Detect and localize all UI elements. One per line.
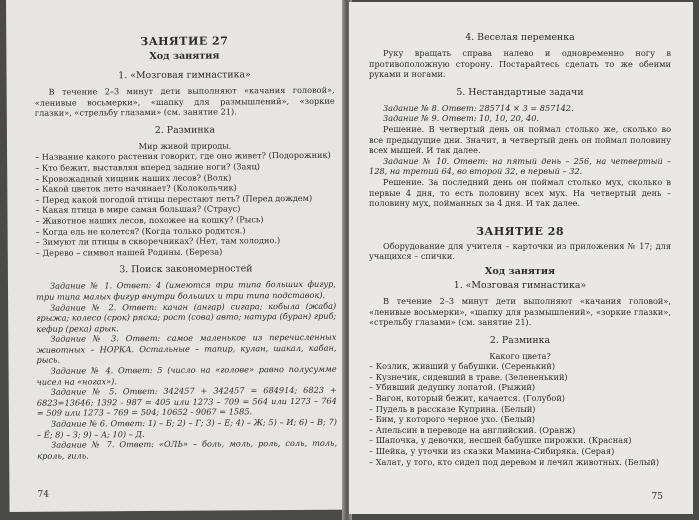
lesson-28-course-heading: Ход занятия bbox=[484, 265, 556, 277]
warmup-question: – Какой цветок лето начинает? (Колокольчик) bbox=[35, 182, 237, 194]
section-5-title: 5. Нестандартные задачи bbox=[456, 86, 584, 98]
page-right bbox=[349, 2, 693, 514]
solution-text: Решение. За последний день он поймал столько мух, сколько в первые 4 дня, то есть половину всех мух. На четвертый день – половину мух, пойманных за 4 дня. И так далее. bbox=[369, 176, 671, 209]
page-number: 75 bbox=[651, 492, 663, 502]
warmup-question: – Халат, у того, кто сидел под деревом и лечил животных. (Белый) bbox=[369, 456, 660, 467]
section-1-title: 1. «Мозговая гимнастика» bbox=[118, 69, 251, 82]
lesson-28-title: ЗАНЯТИЕ 28 bbox=[475, 224, 565, 238]
warmup-question: – Перед какой погодой птицы перестают петь? (Перед дождем) bbox=[35, 192, 313, 205]
lesson-27-course-heading: Ход занятия bbox=[149, 50, 220, 63]
lesson-27-title: ЗАНЯТИЕ 27 bbox=[140, 34, 229, 49]
warmup-question-list bbox=[35, 150, 336, 258]
page-right-content bbox=[369, 10, 671, 467]
warmup-question: – Козлик, живший у бабушки. (Серенький) bbox=[369, 361, 556, 372]
warmup-question: – Название какого растения говорит, где оно живет? (Подорожник) bbox=[35, 150, 331, 163]
warmup-question: – Шапочка, у девочки, несшей бабушке пирожки. (Красная) bbox=[369, 435, 632, 446]
warmup-question: – Апельсин в переводе на английский. (Оранж) bbox=[369, 424, 576, 435]
warmup-question: – Шейка, у уточки из сказки Мамина-Сибиряка. (Серая) bbox=[369, 446, 615, 457]
task-answer: Задание № 10. Ответ: на пятый день – 256, на четвертый – 128, на третий 64, во второй 32, в первый – 32. bbox=[369, 155, 671, 177]
task-answer: Задание № 4. Ответ: 5 (число на «голове» равно полусумме чисел на «ногах»). bbox=[36, 363, 337, 387]
page-number: 74 bbox=[37, 489, 49, 500]
warmup-question: – Кровожадный хищник наших лесов? (Волк) bbox=[35, 171, 232, 184]
task-answer: Задание № 6. Ответ: 1) – Б; 2) – Г; 3) – Е; 4) – Ж; 5) – И; 6) – В; 7) – Ё; 8) – З; 9) – А; 10) – Д. bbox=[36, 416, 337, 440]
section-1-title: 1. «Мозговая гимнастика» bbox=[453, 279, 587, 291]
warmup-question: – Какая птица в мире самая большая? (Страус) bbox=[35, 203, 241, 216]
section-2-subtitle: Какого цвета? bbox=[489, 350, 551, 361]
task-answer: Задание № 8. Ответ: 285714 × 3 = 857142. bbox=[383, 102, 574, 113]
section-2-subtitle: Мир живой природы. bbox=[138, 140, 232, 151]
page-left-content bbox=[34, 6, 337, 461]
warmup-question-list bbox=[369, 361, 671, 467]
section-2-title: 2. Разминка bbox=[489, 334, 551, 346]
task-answer-list bbox=[36, 279, 337, 461]
warmup-question: – Дерево – символ нашей Родины. (Береза) bbox=[35, 246, 223, 258]
warmup-question: – Зимуют ли птицы в скворечниках? (Нет, там холодно.) bbox=[35, 235, 281, 247]
task-answer: Задание № 9. Ответ: 10, 10, 20, 40. bbox=[383, 113, 540, 124]
task-answer: Задание № 1. Ответ: 4 (имеются три типа больших фигур, три типа малых фигур внутри больших и три типа подставок). bbox=[36, 279, 337, 302]
warmup-question: – Кузнечик, сидевший в траве. (Зелененький) bbox=[369, 371, 568, 382]
warmup-question: – Убивший дедушку лопатой. (Рыжий) bbox=[369, 382, 536, 393]
equipment-text: Оборудование для учителя – карточки из приложения № 17; для учащихся – спички. bbox=[369, 240, 671, 262]
section-2-title: 2. Разминка bbox=[154, 124, 216, 136]
warmup-question: – Животное наших лесов, похожее на кошку? (Рысь) bbox=[35, 214, 264, 226]
section-4-title: 4. Веселая переменка bbox=[465, 32, 575, 43]
task-answer: Задание № 3. Ответ: самое маленькое из перечисленных животных – НОРКА. Остальные – тапир, кулан, шакал, кабан, рысь. bbox=[36, 331, 337, 366]
section-1-text: В течение 2–3 минут дети выполняют «качания головой», «ленивые восьмерки», «шапку для размышлений», «зоркие глазки», «стрельбу глазами» (см. занятие 21). bbox=[369, 295, 671, 328]
warmup-question: – Пудель в рассказе Куприна. (Белый) bbox=[369, 403, 536, 414]
task-answer: Задание № 2. Ответ: качан (ангар) сигара; кобыла (жаба) грыжа; колесо (срок) ряска; рост (сова) авто; натура (буран) гриб; кефир (река) арык. bbox=[36, 300, 337, 334]
warmup-question: – Когда ель не колется? (Когда только родится.) bbox=[35, 224, 246, 237]
task-answer: Задание № 7. Ответ: «ОЛЬ» – боль, моль, роль, соль, толь, кроль, гиль. bbox=[37, 437, 338, 461]
warmup-question: – Кто бежит, выставляя вперед задние ноги? (Заяц) bbox=[35, 161, 260, 173]
section-1-text: В течение 2–3 минут дети выполняют «качания головой», «ленивые восьмерки», «шапку для размышлений», «зоркие глазки», «стрельбу глазами» (см. занятие 21). bbox=[34, 84, 335, 118]
page-left bbox=[6, 0, 350, 512]
task-answer: Задание № 5. Ответ: 342457 + 342457 = 684914; 6823 + 6823=13646; 1392 - 987 = 405 или 1273 – 709 = 564 или 1273 – 764 = 509 или 1273 – 769 = 504; 10652 - 9067 = 1585. bbox=[36, 384, 337, 419]
solution-text: Решение. В четвертый день он поймал столько же, сколько во все предыдущие дни. Значит, в четвертый день он поймал половину всех мышей. И так далее. bbox=[369, 123, 671, 156]
warmup-question: – Вагон, который бежит, качается. (Голубой) bbox=[369, 393, 565, 404]
section-4-text: Руку вращать справа налево и одновременно ногу в противоположную сторону. Постарайтесь сделать то же обеими руками и ногами. bbox=[369, 48, 671, 80]
warmup-question: – Бим, у которого черное ухо. (Белый) bbox=[369, 414, 535, 425]
section-3-title: 3. Поиск закономерностей bbox=[119, 263, 253, 276]
